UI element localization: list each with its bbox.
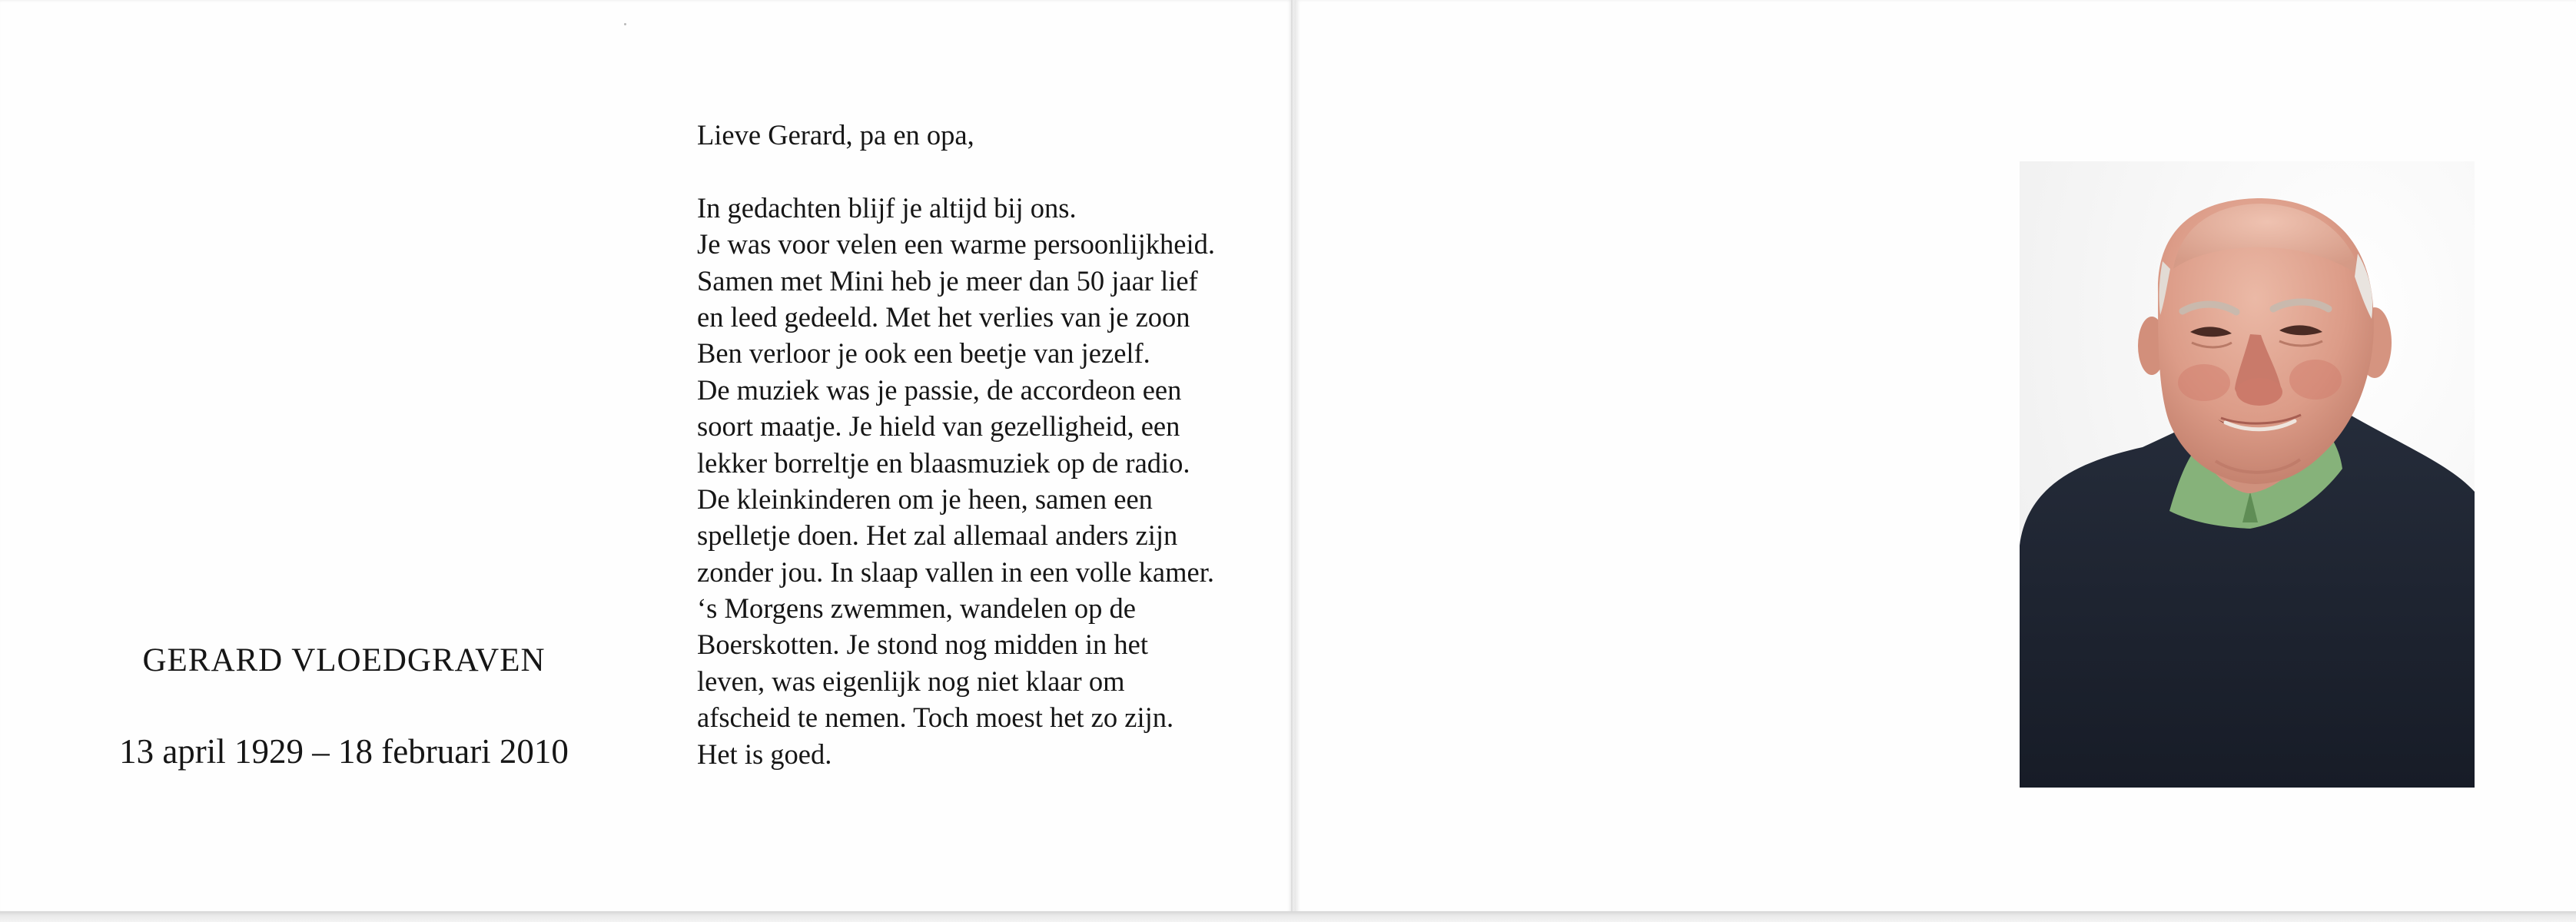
portrait-illustration: [2020, 161, 2475, 788]
life-dates: 13 april 1929 – 18 februari 2010: [119, 732, 569, 771]
card-inner-left-panel: [0, 0, 1293, 913]
greeting-line: Lieve Gerard, pa en opa,: [697, 119, 974, 151]
poem-line: In gedachten blijf je altijd bij ons.: [697, 191, 1077, 224]
poem-line: en leed gedeeld. Met het verlies van je zoon: [697, 300, 1190, 333]
deceased-name: GERARD VLOEDGRAVEN: [142, 642, 546, 678]
poem-line: De kleinkinderen om je heen, samen een: [697, 483, 1153, 515]
poem-line: lekker borreltje en blaasmuziek op de radio.: [697, 446, 1190, 479]
paper-speck: [624, 23, 626, 25]
poem-line: Ben verloor je ook een beetje van jezelf.: [697, 337, 1150, 370]
poem-line: ‘s Morgens zwemmen, wandelen op de: [697, 592, 1137, 625]
poem-line: zonder jou. In slaap vallen in een volle kamer.: [697, 556, 1214, 588]
portrait-photo: [2020, 161, 2475, 788]
poem-line: afscheid te nemen. Toch moest het zo zijn.: [697, 701, 1174, 734]
poem-line: Je was voor velen een warme persoonlijkheid.: [697, 228, 1216, 260]
card-bottom-edge: [0, 911, 2576, 922]
poem-line: spelletje doen. Het zal allemaal anders zijn: [697, 519, 1178, 552]
poem-line: Samen met Mini heb je meer dan 50 jaar lief: [697, 264, 1198, 297]
poem-line: De muziek was je passie, de accordeon een: [697, 373, 1182, 406]
poem-line: Het is goed.: [697, 738, 832, 770]
poem-line: leven, was eigenlijk nog niet klaar om: [697, 665, 1125, 697]
poem-line: soort maatje. Je hield van gezelligheid, een: [697, 410, 1180, 443]
poem-line: Boerskotten. Je stond nog midden in het: [697, 628, 1148, 661]
memorial-text: [697, 117, 1281, 772]
